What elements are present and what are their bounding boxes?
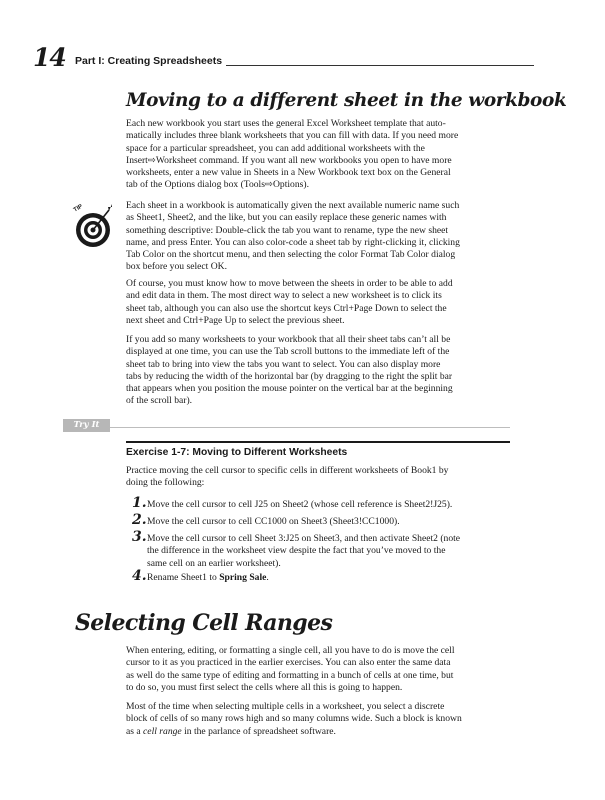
- tip-target-icon: [66, 198, 122, 254]
- text-line: [126, 726, 510, 738]
- paragraph-cell-ranges-1: [126, 645, 510, 694]
- text-line: If you add so many worksheets to your workbook that all their sheet tabs can’t all be: [126, 334, 451, 345]
- page-number: 14: [33, 43, 66, 72]
- step-text: [147, 533, 511, 570]
- paragraph-tab-scroll: [126, 334, 510, 408]
- paragraph-intro: [126, 118, 510, 192]
- paragraph-cell-ranges-2: [126, 701, 510, 738]
- step-text: [147, 516, 511, 528]
- exercise-rule: [126, 441, 510, 443]
- text-line: to do so, you must first select the cells where all this is going to happen.: [126, 681, 403, 693]
- step-number: 2.: [132, 512, 147, 528]
- try-it-label: Try It: [73, 420, 100, 430]
- text-line: as well do the same type of editing and formatting in a bunch of cells at one time, but: [126, 669, 454, 681]
- text-line: Most of the time when selecting multiple cells in a worksheet, you select a discrete: [126, 701, 445, 712]
- text-line: and edit data in them. The most direct way to select a new worksheet is to click its: [126, 290, 442, 302]
- text-line: Insert⇨Worksheet command. If you want all new workbooks you open to have more: [126, 154, 452, 166]
- text-line: name, and press Enter. You can also color-code a sheet tab by right-clicking it, clicking: [126, 236, 460, 248]
- term-cell-range: cell range: [143, 725, 182, 737]
- paragraph-moving-sheets: [126, 278, 510, 327]
- step-text-suffix: .: [266, 572, 269, 583]
- text-line: Move the cell cursor to cell J25 on Sheet2 (whose cell reference is Sheet2!J25).: [147, 499, 453, 510]
- chapter-section-heading: Selecting Cell Ranges: [75, 610, 333, 636]
- text-line: Tab Color on the shortcut menu, and then selecting the color Format Tab Color dialog: [126, 249, 456, 261]
- exercise-intro: [126, 465, 510, 490]
- text-line: Move the cell cursor to cell CC1000 on Sheet3 (Sheet3!CC1000).: [147, 516, 400, 527]
- try-it-rule: [110, 427, 510, 428]
- exercise-title: Exercise 1-7: Moving to Different Worksheets: [126, 447, 348, 458]
- header-rule: [226, 65, 534, 66]
- text-line: that appears when you position the mouse pointer on the vertical bar at the beginning: [126, 383, 453, 395]
- text-line: sheet tab to bring into view the tabs you want to select. You can also display more: [126, 358, 441, 370]
- text-line: block of cells of so many rows high and so many columns wide. Such a block is known: [126, 713, 462, 725]
- text-line: matically includes three blank worksheets that you can fill with data. If you need more: [126, 130, 459, 142]
- text-prefix: as a: [126, 725, 144, 737]
- text-line: same cell on an earlier worksheet).: [147, 557, 281, 569]
- running-header: Part I: Creating Spreadsheets: [75, 55, 223, 67]
- text-line: space for a particular spreadsheet, you can add additional worksheets with the: [126, 142, 425, 154]
- text-line: next sheet and Ctrl+Page Up to select the previous sheet.: [126, 314, 345, 326]
- text-line: box before you select OK.: [126, 261, 227, 273]
- text-line: doing the following:: [126, 477, 205, 489]
- text-line: as Sheet1, Sheet2, and the like, but you can easily replace these generic names with: [126, 212, 447, 224]
- text-line: Practice moving the cell cursor to specific cells in different worksheets of Book1 by: [126, 465, 449, 476]
- text-line: something descriptive: Double-click the tab you want to rename, type the new sheet: [126, 224, 449, 236]
- text-line: displayed at one time, you can use the Tab scroll buttons to the immediate left of the: [126, 346, 450, 358]
- text-line: Each new workbook you start uses the general Excel Worksheet template that auto-: [126, 118, 446, 129]
- text-suffix: in the parlance of spreadsheet software.: [181, 725, 336, 737]
- text-line: Move the cell cursor to cell Sheet 3:J25 on Sheet3, and then activate Sheet2 (note: [147, 533, 461, 544]
- text-line: Of course, you must know how to move between the sheets in order to be able to add: [126, 278, 453, 289]
- paragraph-tip: [126, 200, 510, 274]
- tip-label: TIP: [72, 203, 84, 214]
- step-number: 1.: [132, 495, 147, 511]
- text-line: the difference in the worksheet view despite the fact that you’ve moved to the: [147, 545, 446, 557]
- step-number: 4.: [132, 568, 147, 584]
- step-number: 3.: [132, 529, 147, 545]
- try-it-badge: [63, 419, 110, 432]
- step-text-bold: Spring Sale: [219, 572, 267, 583]
- text-line: tab of the Options dialog box (Tools⇨Options).: [126, 179, 309, 191]
- text-line: cursor to it as you practiced in the earlier exercises. You can also enter the same data: [126, 657, 451, 669]
- text-line: Each sheet in a workbook is automatically given the next available numeric name such: [126, 200, 460, 211]
- step-text-prefix: Rename Sheet1 to: [147, 572, 220, 583]
- step-text: [147, 499, 511, 511]
- step-text: [147, 572, 511, 584]
- text-line: worksheets, enter a new value in Sheets in a New Workbook text box on the General: [126, 167, 451, 179]
- text-line: When entering, editing, or formatting a single cell, all you have to do is move the cell: [126, 645, 455, 656]
- text-line: of the scroll bar).: [126, 395, 193, 407]
- text-line: tabs by reducing the width of the horizontal bar (by dragging to the right the split bar: [126, 370, 453, 382]
- section-heading: Moving to a different sheet in the workbook: [126, 90, 567, 111]
- text-line: sheet tab, although you can also use the shortcut keys Ctrl+Page Down to select the: [126, 302, 447, 314]
